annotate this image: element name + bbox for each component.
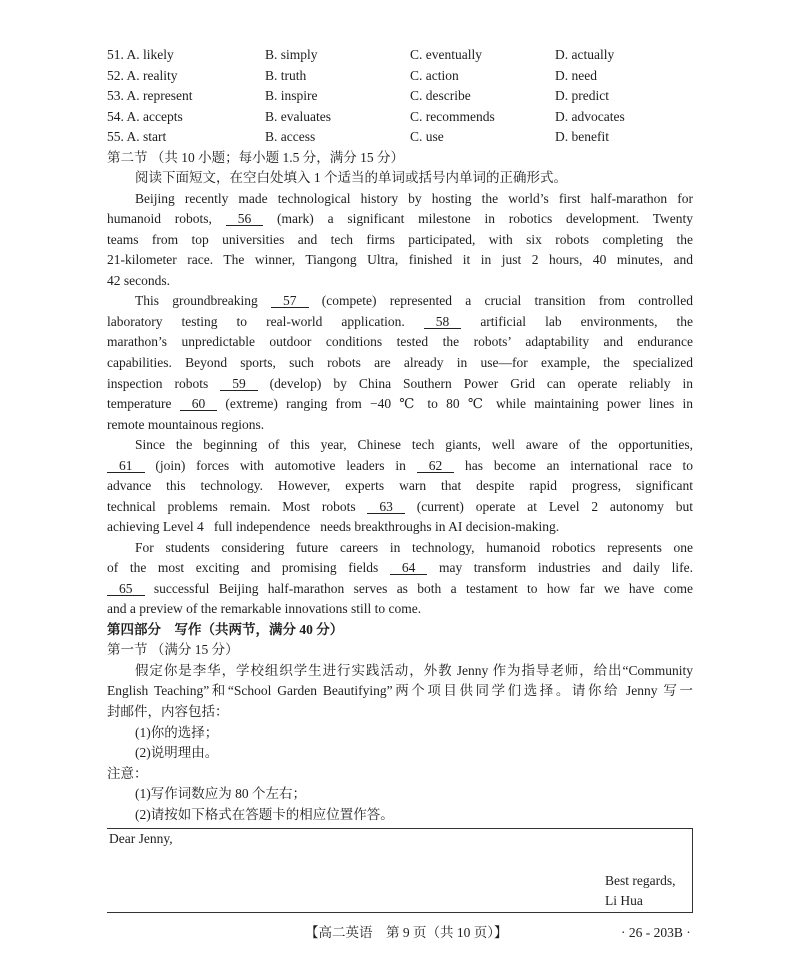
choice-a <box>107 127 166 148</box>
passage-text: has become an international race to <box>465 457 694 473</box>
passage-line <box>107 415 693 436</box>
page-footer-code: · 26 - 203B · <box>621 925 691 940</box>
passage-line <box>107 394 693 415</box>
passage-line <box>107 579 693 600</box>
passage-line <box>107 291 693 312</box>
question-number: 51. <box>107 47 124 62</box>
passage-line <box>107 250 693 271</box>
passage-paragraph-2 <box>107 291 693 435</box>
passage-line <box>107 374 693 395</box>
passage-line <box>107 558 693 579</box>
choice-a <box>107 107 183 128</box>
passage-line <box>107 497 693 518</box>
answer-format-box <box>107 828 693 913</box>
passage-text: This groundbreaking <box>135 293 258 309</box>
choice-a-text: A. start <box>126 129 167 145</box>
passage-line <box>107 332 693 353</box>
passage-paragraph-1 <box>107 189 693 292</box>
blank-64: 64 <box>390 561 428 575</box>
passage-text: For students considering future careers in technology, humanoid robotics represents one <box>135 539 693 555</box>
choice-b: B. truth <box>265 67 307 83</box>
choice-a <box>107 86 193 107</box>
blank-61: 61 <box>107 459 145 473</box>
passage-line <box>107 538 693 559</box>
passage-text: marathon’s unpredictable outdoor conditions tested the robots’ adaptability and endurance <box>107 334 693 350</box>
notes-label: 注意： <box>107 765 148 781</box>
page-footer-label: 【高二英语 第 9 页（共 10 页）】 <box>305 925 508 940</box>
passage-line <box>107 312 693 333</box>
choice-d: D. need <box>555 67 597 83</box>
section1-title: 第一节 （满分 15 分） <box>107 642 239 658</box>
letter-greeting: Dear Jenny, <box>109 831 173 846</box>
choice-c: C. recommends <box>410 108 495 124</box>
choice-a-text: A. represent <box>126 88 193 104</box>
passage-text: may transform industries and daily life. <box>438 560 694 576</box>
passage-text: temperature <box>107 396 172 412</box>
passage-text: (develop) by China Southern Power Grid can operate reliably in <box>269 375 693 391</box>
passage-text: of the most exciting and promising fields <box>107 560 379 576</box>
passage-text: and a preview of the remarkable innovations still to come. <box>107 601 422 617</box>
section2-instruction: 阅读下面短文，在空白处填入 1 个适当的单词或括号内单词的正确形式。 <box>135 170 567 186</box>
blank-65: 65 <box>107 582 145 596</box>
choice-row-51 <box>107 45 693 66</box>
prompt-line: 假定你是李华，学校组织学生进行实践活动，外教 Jenny 作为指导老师，给出“Community <box>135 662 693 678</box>
passage-text: laboratory testing to real-world application. <box>107 313 405 329</box>
choice-a <box>107 66 178 87</box>
question-number: 54. <box>107 108 124 124</box>
choice-a-text: A. accepts <box>126 108 183 124</box>
passage-text: (join) forces with automotive leaders in <box>155 457 406 473</box>
question-number: 53. <box>107 88 124 104</box>
passage-text: achieving Level 4 full independence needs breakthroughs in AI decision-making. <box>107 519 560 535</box>
passage-text: (current) operate at Level 2 autonomy but <box>416 498 693 514</box>
part4-title: 第四部分 写作（共两节，满分 40 分） <box>107 621 344 637</box>
passage-line <box>107 517 693 538</box>
passage-line <box>107 230 693 251</box>
choice-c: C. eventually <box>410 47 482 62</box>
passage-text: humanoid robots, <box>107 211 212 227</box>
blank-56: 56 <box>226 212 264 226</box>
blank-62: 62 <box>417 459 455 473</box>
question-number: 52. <box>107 67 124 83</box>
choice-d: D. actually <box>555 47 615 62</box>
passage-text: inspection robots <box>107 375 209 391</box>
choice-b: B. evaluates <box>265 108 331 124</box>
passage-text: artificial lab environments, the <box>480 313 693 329</box>
choice-c: C. action <box>410 67 459 83</box>
choice-row-52 <box>107 66 693 87</box>
choice-d: D. predict <box>555 88 609 104</box>
passage-text: remote mountainous regions. <box>107 416 265 432</box>
blank-59: 59 <box>220 377 258 391</box>
choice-a <box>107 45 174 66</box>
choice-c: C. use <box>410 129 444 145</box>
blank-57: 57 <box>271 294 309 308</box>
passage-line <box>107 271 693 292</box>
choice-b: B. inspire <box>265 88 318 104</box>
blank-63: 63 <box>367 500 405 514</box>
choice-a-text: A. reality <box>126 67 178 83</box>
passage-text: 21-kilometer race. The winner, Tiangong Ultra, finished it in just 2 hours, 40 minutes, and <box>107 252 693 268</box>
prompt-line: English Teaching”和“School Garden Beautifying”两个项目供同学们选择。请你给 Jenny 写一 <box>107 683 693 699</box>
passage-text: capabilities. Beyond sports, such robots are already in use—for example, the specialized <box>107 354 693 370</box>
passage-paragraph-3 <box>107 435 693 538</box>
choice-b: B. access <box>265 129 316 145</box>
passage-line <box>107 456 693 477</box>
choice-d: D. advocates <box>555 108 625 124</box>
content-point: (1)你的选择； <box>135 724 219 740</box>
exam-content <box>107 45 693 825</box>
passage-text: (extreme) ranging from −40 ℃ to 80 ℃ while maintaining power lines in <box>225 396 694 412</box>
passage-text: Beijing recently made technological history by hosting the world’s first half-marathon for <box>135 190 693 206</box>
choice-c: C. describe <box>410 88 471 104</box>
passage-text: (mark) a significant milestone in robotics development. Twenty <box>277 211 694 227</box>
letter-signature: Li Hua <box>605 893 643 908</box>
passage-text: 42 seconds. <box>107 272 170 288</box>
passage-text: teams from top universities and tech firms participated, with six robots completing the <box>107 231 693 247</box>
prompt-line: 封邮件，内容包括： <box>107 704 229 719</box>
passage-line <box>107 209 693 230</box>
choice-d: D. benefit <box>555 129 609 145</box>
passage-line <box>107 189 693 210</box>
passage-text: (compete) represented a crucial transition from controlled <box>321 293 693 309</box>
choice-b: B. simply <box>265 47 318 62</box>
section2-title: 第二节 （共 10 小题；每小题 1.5 分，满分 15 分） <box>107 149 404 165</box>
note-item: (2)请按如下格式在答题卡的相应位置作答。 <box>135 806 394 822</box>
content-point: (2)说明理由。 <box>135 745 219 761</box>
letter-closing: Best regards, <box>605 873 676 888</box>
passage-line <box>107 599 693 620</box>
passage-text: successful Beijing half-marathon serves as both a testament to how far we have come <box>153 580 693 596</box>
passage-paragraph-4 <box>107 538 693 620</box>
passage-line <box>107 353 693 374</box>
passage-text: advance this technology. However, experts warn that despite rapid progress, significant <box>107 478 693 494</box>
passage-line <box>107 476 693 497</box>
choice-row-55 <box>107 127 693 148</box>
passage-text: Since the beginning of this year, Chinese tech giants, well aware of the opportunities, <box>135 437 693 453</box>
choice-row-53 <box>107 86 693 107</box>
question-number: 55. <box>107 129 124 145</box>
passage-text: technical problems remain. Most robots <box>107 498 356 514</box>
note-item: (1)写作词数应为 80 个左右； <box>135 786 306 802</box>
blank-58: 58 <box>424 315 462 329</box>
choice-a-text: A. likely <box>126 47 174 62</box>
blank-60: 60 <box>180 397 218 411</box>
choice-row-54 <box>107 107 693 128</box>
passage-line <box>107 435 693 456</box>
